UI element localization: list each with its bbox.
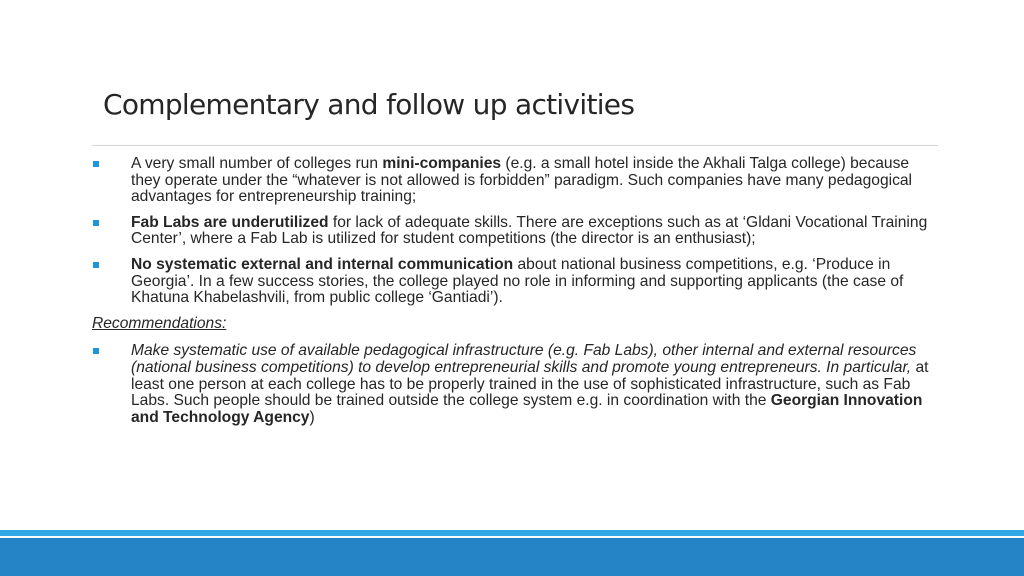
bullet-text: Make systematic use of available pedagogical infrastructure (e.g. Fab Labs), other internal and external resources (national business competitions) to develop entrepreneurial skills and promote young entrepreneurs. In particular, at least one person at each college has to be properly trained in the use of sophisticated infrastructure, such as Fab Labs. Such people should be trained outside the college system e.g. in coordination with the Georgian Innovation and Technology Agency) <box>131 342 929 426</box>
bullet-mini-companies <box>92 156 942 206</box>
bullet-text: No systematic external and internal communication about national business competitions, e.g. ‘Produce in Georgia’. In a few success stories, the college played no role in informing and supporting applicants (the case of Khatuna Khabelashvili, from public college ‘Gantiadi’). <box>131 255 904 307</box>
square-bullet-icon <box>93 262 99 268</box>
bullet-communication <box>92 257 942 307</box>
bullet-recommendation <box>92 343 942 426</box>
footer-accent-line <box>0 530 1024 536</box>
recommendations-heading: Recommendations: <box>92 314 227 332</box>
square-bullet-icon <box>93 161 99 167</box>
slide-content <box>92 156 942 435</box>
bullet-emphasis: Fab Labs are underutilized <box>131 213 329 231</box>
bullet-emphasis: No systematic external and internal communication <box>131 255 514 273</box>
bullet-fab-labs <box>92 215 942 248</box>
bullet-text: A very small number of colleges run mini-companies (e.g. a small hotel inside the Akhali Talga college) because they operate under the “whatever is not allowed is forbidden” paradigm. Such companies have many pedagogical advantages for entrepreneurship training; <box>131 155 913 206</box>
square-bullet-icon <box>93 348 99 354</box>
slide-title: Complementary and follow up activities <box>103 88 635 121</box>
bullet-text: Fab Labs are underutilized for lack of adequate skills. There are exceptions such as at ‘Gldani Vocational Training Center’, where a Fab Lab is utilized for student competitions (the director is an enthusiast); <box>131 213 928 248</box>
square-bullet-icon <box>93 220 99 226</box>
title-divider <box>92 145 938 146</box>
bullet-emphasis: Georgian Innovation and Technology Agency <box>131 392 923 426</box>
bullet-emphasis: mini-companies <box>382 155 502 172</box>
footer-band <box>0 538 1024 576</box>
